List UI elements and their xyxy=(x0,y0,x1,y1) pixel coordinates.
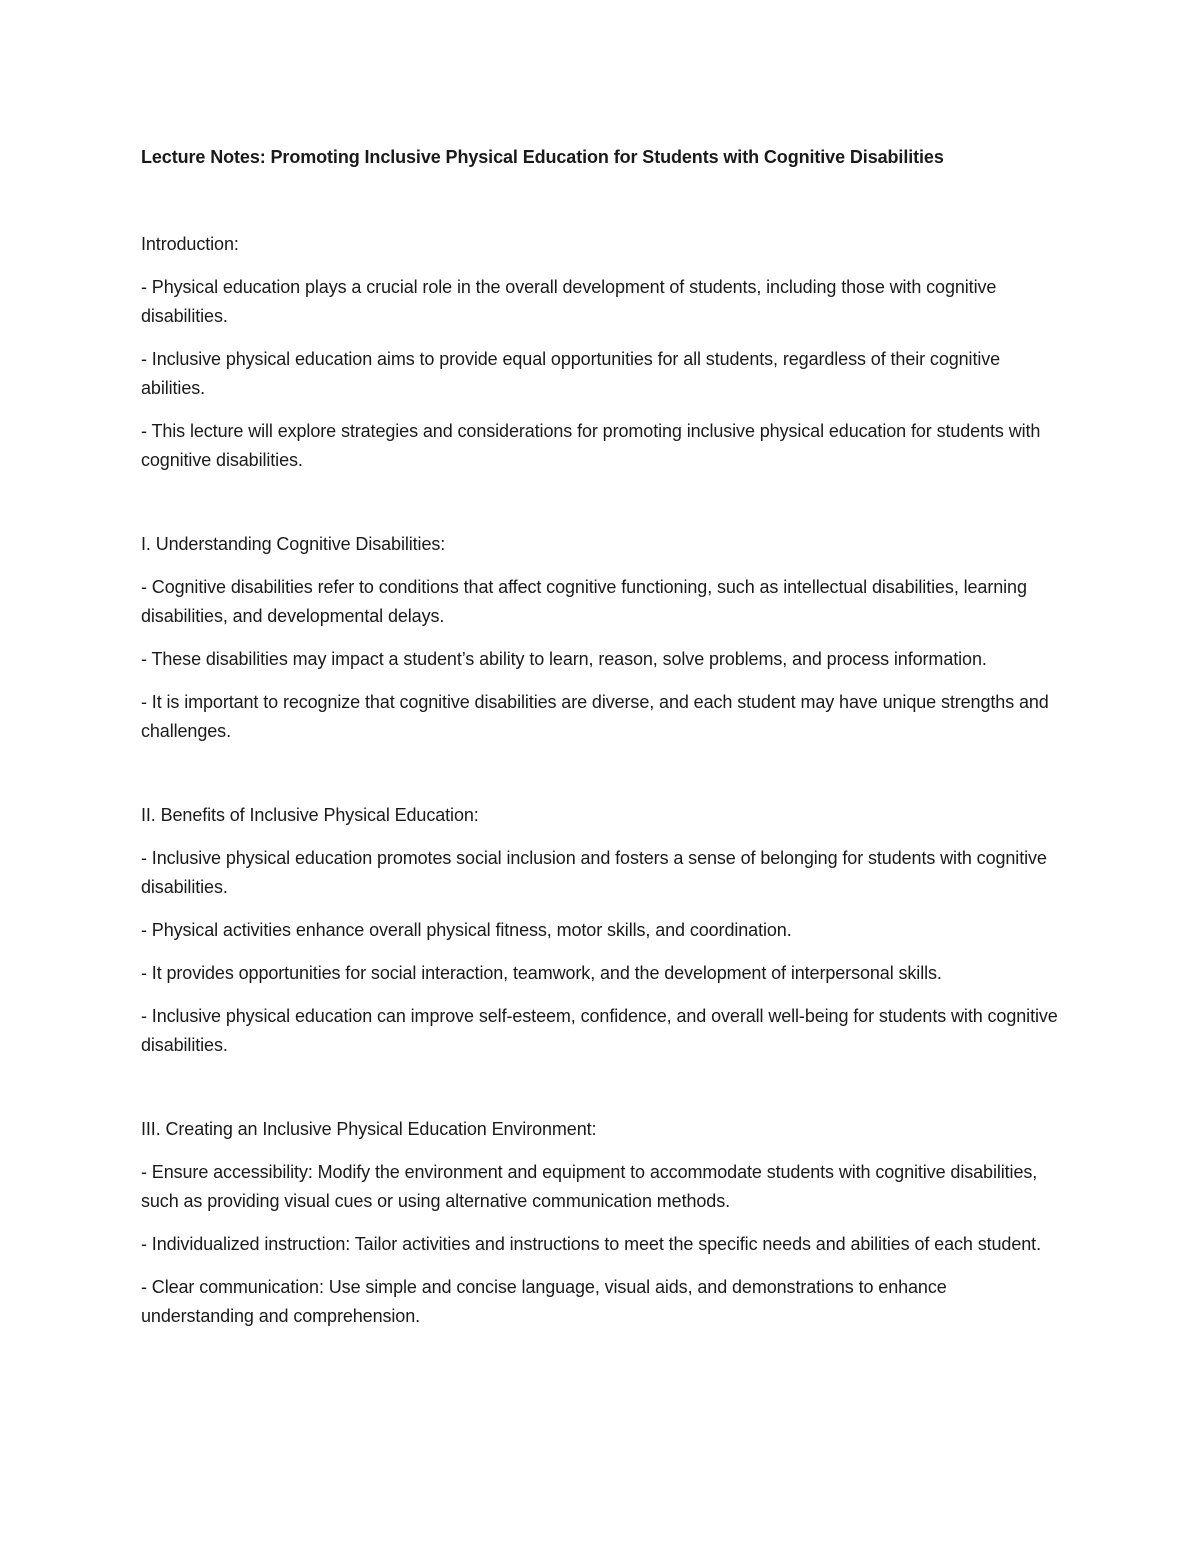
section-environment xyxy=(141,1115,1061,1331)
bullet-item: - Physical activities enhance overall physical fitness, motor skills, and coordination. xyxy=(141,920,792,940)
section-heading: I. Understanding Cognitive Disabilities: xyxy=(141,534,446,554)
bullet-item: - This lecture will explore strategies and considerations for promoting inclusive physical education for students with cognitive disabilities. xyxy=(141,421,1041,470)
bullet-item: - Clear communication: Use simple and concise language, visual aids, and demonstrations to enhance understanding and comprehension. xyxy=(141,1277,947,1326)
bullet-item: - These disabilities may impact a student’s ability to learn, reason, solve problems, and process information. xyxy=(141,649,987,669)
document-title: Lecture Notes: Promoting Inclusive Physical Education for Students with Cognitive Disabilities xyxy=(141,147,944,167)
section-benefits xyxy=(141,801,1061,1060)
document-content xyxy=(141,143,1061,1345)
bullet-item: - It is important to recognize that cognitive disabilities are diverse, and each student may have unique strengths and challenges. xyxy=(141,692,1049,741)
bullet-item: - Physical education plays a crucial role in the overall development of students, including those with cognitive disabilities. xyxy=(141,277,997,326)
bullet-item: - Inclusive physical education can improve self-esteem, confidence, and overall well-being for students with cognitive disabilities. xyxy=(141,1006,1058,1055)
section-understanding xyxy=(141,530,1061,746)
section-heading: II. Benefits of Inclusive Physical Education: xyxy=(141,805,479,825)
bullet-item: - Ensure accessibility: Modify the environment and equipment to accommodate students with cognitive disabilities, such as providing visual cues or using alternative communication methods. xyxy=(141,1162,1038,1211)
bullet-item: - Inclusive physical education promotes social inclusion and fosters a sense of belonging for students with cognitive disabilities. xyxy=(141,848,1047,897)
bullet-item: - Individualized instruction: Tailor activities and instructions to meet the specific needs and abilities of each student. xyxy=(141,1234,1041,1254)
bullet-item: - Cognitive disabilities refer to conditions that affect cognitive functioning, such as intellectual disabilities, learning disabilities, and developmental delays. xyxy=(141,577,1027,626)
section-heading: III. Creating an Inclusive Physical Education Environment: xyxy=(141,1119,597,1139)
bullet-item: - It provides opportunities for social interaction, teamwork, and the development of interpersonal skills. xyxy=(141,963,942,983)
bullet-item: - Inclusive physical education aims to provide equal opportunities for all students, regardless of their cognitive abilities. xyxy=(141,349,1001,398)
section-heading: Introduction: xyxy=(141,234,239,254)
section-introduction xyxy=(141,230,1061,475)
